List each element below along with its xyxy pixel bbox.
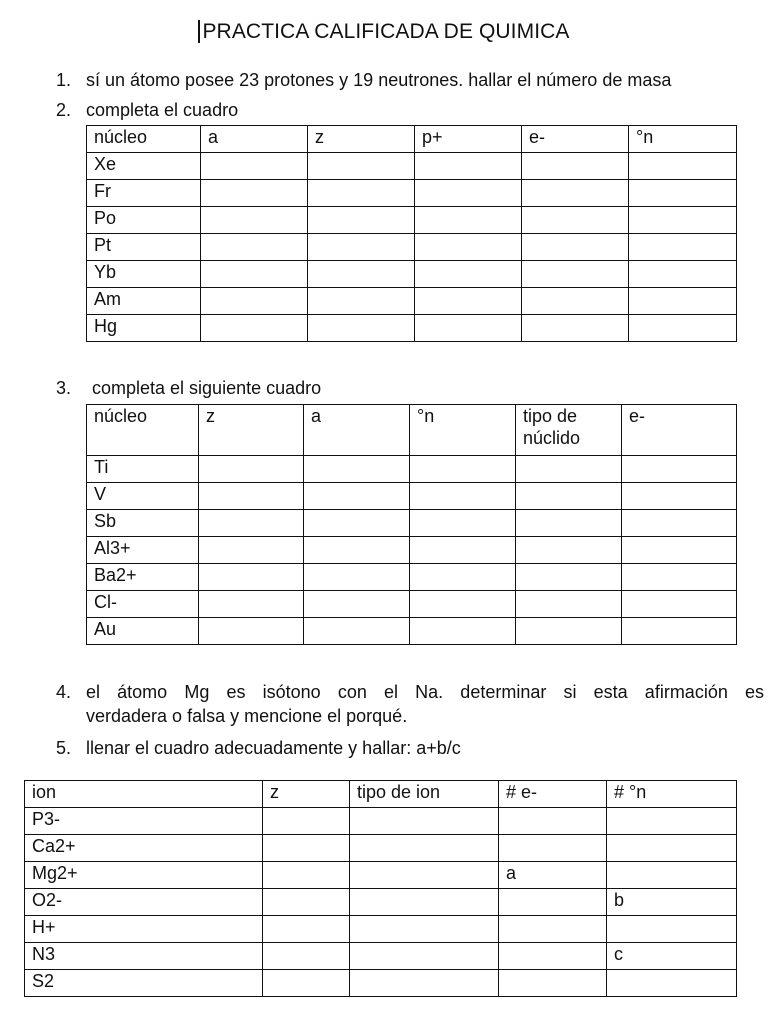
- answer-cell[interactable]: [308, 315, 415, 342]
- answer-cell[interactable]: [199, 591, 304, 618]
- answer-cell[interactable]: [622, 483, 737, 510]
- header-cell: núcleo: [87, 405, 199, 456]
- row-label-cell: Au: [87, 618, 199, 645]
- row-label-cell: V: [87, 483, 199, 510]
- question-text-line: verdadera o falsa y mencione el porqué.: [86, 706, 408, 726]
- answer-cell[interactable]: [522, 153, 629, 180]
- header-row: [87, 126, 737, 153]
- answer-cell[interactable]: [263, 835, 350, 862]
- row-label-cell: Hg: [87, 315, 201, 342]
- header-cell: # e-: [499, 781, 607, 808]
- answer-cell[interactable]: [522, 288, 629, 315]
- answer-cell[interactable]: [199, 537, 304, 564]
- answer-cell[interactable]: [410, 618, 516, 645]
- row-label-cell: Al3+: [87, 537, 199, 564]
- answer-cell[interactable]: [304, 456, 410, 483]
- answer-cell[interactable]: [350, 943, 499, 970]
- answer-cell[interactable]: [622, 510, 737, 537]
- answer-cell[interactable]: [516, 591, 622, 618]
- row-label-cell: N3: [25, 943, 263, 970]
- table-row: [87, 234, 737, 261]
- header-cell: z: [308, 126, 415, 153]
- answer-cell[interactable]: [304, 618, 410, 645]
- answer-cell[interactable]: [410, 456, 516, 483]
- answer-cell[interactable]: [629, 261, 737, 288]
- answer-cell[interactable]: [201, 180, 308, 207]
- answer-cell[interactable]: [522, 180, 629, 207]
- header-cell: p+: [415, 126, 522, 153]
- answer-cell[interactable]: [629, 234, 737, 261]
- answer-cell[interactable]: [629, 153, 737, 180]
- answer-cell[interactable]: [201, 234, 308, 261]
- answer-cell[interactable]: [410, 537, 516, 564]
- answer-cell[interactable]: [350, 970, 499, 997]
- answer-cell[interactable]: [607, 970, 737, 997]
- header-cell: tipo de núclido: [516, 405, 622, 456]
- table-row: [25, 943, 737, 970]
- answer-cell[interactable]: [263, 916, 350, 943]
- answer-cell[interactable]: [629, 288, 737, 315]
- table-row: [87, 288, 737, 315]
- answer-cell[interactable]: [522, 315, 629, 342]
- answer-cell[interactable]: [199, 483, 304, 510]
- table-row: [25, 970, 737, 997]
- answer-cell[interactable]: [201, 207, 308, 234]
- answer-cell[interactable]: c: [607, 943, 737, 970]
- answer-cell[interactable]: [415, 315, 522, 342]
- row-label-cell: Sb: [87, 510, 199, 537]
- answer-cell[interactable]: [415, 180, 522, 207]
- answer-cell[interactable]: [308, 180, 415, 207]
- answer-cell[interactable]: [199, 456, 304, 483]
- table-row: [87, 483, 737, 510]
- answer-cell[interactable]: [350, 862, 499, 889]
- answer-cell[interactable]: [607, 862, 737, 889]
- answer-cell[interactable]: [499, 835, 607, 862]
- answer-cell[interactable]: [607, 916, 737, 943]
- row-label-cell: Po: [87, 207, 201, 234]
- answer-cell[interactable]: [350, 916, 499, 943]
- header-cell: a: [201, 126, 308, 153]
- table-row: [87, 456, 737, 483]
- answer-cell[interactable]: [201, 153, 308, 180]
- answer-cell[interactable]: [308, 153, 415, 180]
- question-text: completa el siguiente cuadro: [92, 378, 322, 398]
- answer-cell[interactable]: [622, 618, 737, 645]
- answer-cell[interactable]: [263, 889, 350, 916]
- row-label-cell: H+: [25, 916, 263, 943]
- row-label-cell: Yb: [87, 261, 201, 288]
- row-label-cell: P3-: [25, 808, 263, 835]
- header-row: [87, 405, 737, 456]
- answer-cell[interactable]: [199, 564, 304, 591]
- table-nucleos-2: [86, 404, 737, 645]
- row-label-cell: O2-: [25, 889, 263, 916]
- table-row: [25, 808, 737, 835]
- answer-cell[interactable]: [499, 808, 607, 835]
- answer-cell[interactable]: [350, 889, 499, 916]
- table-row: [87, 207, 737, 234]
- header-cell: a: [304, 405, 410, 456]
- header-cell: núcleo: [87, 126, 201, 153]
- answer-cell[interactable]: [308, 288, 415, 315]
- answer-cell[interactable]: [263, 943, 350, 970]
- header-cell: z: [263, 781, 350, 808]
- text-cursor: [198, 20, 200, 43]
- answer-cell[interactable]: [516, 564, 622, 591]
- header-cell: z: [199, 405, 304, 456]
- table-row: [87, 261, 737, 288]
- answer-cell[interactable]: [415, 234, 522, 261]
- answer-cell[interactable]: [522, 207, 629, 234]
- answer-cell[interactable]: [199, 510, 304, 537]
- answer-cell[interactable]: [516, 537, 622, 564]
- header-cell: e-: [622, 405, 737, 456]
- answer-cell[interactable]: [304, 564, 410, 591]
- row-label-cell: Ba2+: [87, 564, 199, 591]
- answer-cell[interactable]: [263, 862, 350, 889]
- table-row: [87, 564, 737, 591]
- answer-cell[interactable]: [415, 261, 522, 288]
- answer-cell[interactable]: [607, 808, 737, 835]
- table-row: [25, 889, 737, 916]
- header-cell: tipo de ion: [350, 781, 499, 808]
- answer-cell[interactable]: b: [607, 889, 737, 916]
- table-row: [87, 537, 737, 564]
- answer-cell[interactable]: [629, 180, 737, 207]
- answer-cell[interactable]: [629, 315, 737, 342]
- answer-cell[interactable]: [304, 510, 410, 537]
- question-number: 1.: [56, 70, 72, 90]
- table-row: [25, 916, 737, 943]
- answer-cell[interactable]: [607, 835, 737, 862]
- answer-cell[interactable]: [308, 207, 415, 234]
- answer-cell[interactable]: [522, 234, 629, 261]
- answer-cell[interactable]: [516, 456, 622, 483]
- header-cell: e-: [522, 126, 629, 153]
- answer-cell[interactable]: [308, 234, 415, 261]
- answer-cell[interactable]: [308, 261, 415, 288]
- answer-cell[interactable]: [201, 261, 308, 288]
- table-row: [87, 315, 737, 342]
- answer-cell[interactable]: [199, 618, 304, 645]
- answer-cell[interactable]: [304, 483, 410, 510]
- answer-cell[interactable]: [516, 618, 622, 645]
- header-cell: °n: [629, 126, 737, 153]
- answer-cell[interactable]: a: [499, 862, 607, 889]
- answer-cell[interactable]: [415, 153, 522, 180]
- answer-cell[interactable]: [499, 889, 607, 916]
- answer-cell[interactable]: [410, 510, 516, 537]
- question-text: completa el cuadro: [86, 100, 239, 120]
- row-label-cell: Xe: [87, 153, 201, 180]
- table-iones: [24, 780, 737, 997]
- table-row: [25, 862, 737, 889]
- answer-cell[interactable]: [410, 564, 516, 591]
- answer-cell[interactable]: [622, 564, 737, 591]
- table-row: [87, 591, 737, 618]
- answer-cell[interactable]: [201, 315, 308, 342]
- page-title-text: PRACTICA CALIFICADA DE QUIMICA: [202, 20, 570, 43]
- row-label-cell: Ti: [87, 456, 199, 483]
- answer-cell[interactable]: [499, 916, 607, 943]
- table-row: [25, 835, 737, 862]
- answer-cell[interactable]: [415, 207, 522, 234]
- table-row: [87, 618, 737, 645]
- page-title: [0, 20, 768, 44]
- row-label-cell: Mg2+: [25, 862, 263, 889]
- answer-cell[interactable]: [499, 970, 607, 997]
- header-cell: # °n: [607, 781, 737, 808]
- answer-cell[interactable]: [201, 288, 308, 315]
- question-text: llenar el cuadro adecuadamente y hallar: a+b/c: [86, 738, 461, 758]
- row-label-cell: Am: [87, 288, 201, 315]
- row-label-cell: Cl-: [87, 591, 199, 618]
- answer-cell[interactable]: [350, 835, 499, 862]
- answer-cell[interactable]: [304, 591, 410, 618]
- table-row: [87, 180, 737, 207]
- row-label-cell: Fr: [87, 180, 201, 207]
- table-nucleos-1: [86, 125, 737, 342]
- answer-cell[interactable]: [629, 207, 737, 234]
- header-cell: °n: [410, 405, 516, 456]
- header-cell: ion: [25, 781, 263, 808]
- answer-cell[interactable]: [522, 261, 629, 288]
- answer-cell[interactable]: [499, 943, 607, 970]
- question-text: sí un átomo posee 23 protones y 19 neutrones. hallar el número de masa: [86, 70, 672, 90]
- question-number: 4.: [56, 682, 72, 702]
- question-number: 3.: [56, 378, 72, 398]
- answer-cell[interactable]: [410, 591, 516, 618]
- answer-cell[interactable]: [263, 970, 350, 997]
- answer-cell[interactable]: [350, 808, 499, 835]
- row-label-cell: S2: [25, 970, 263, 997]
- answer-cell[interactable]: [622, 591, 737, 618]
- answer-cell[interactable]: [415, 288, 522, 315]
- answer-cell[interactable]: [622, 456, 737, 483]
- header-row: [25, 781, 737, 808]
- question-number: 2.: [56, 100, 72, 120]
- answer-cell[interactable]: [263, 808, 350, 835]
- row-label-cell: Ca2+: [25, 835, 263, 862]
- row-label-cell: Pt: [87, 234, 201, 261]
- table-row: [87, 510, 737, 537]
- answer-cell[interactable]: [622, 537, 737, 564]
- answer-cell[interactable]: [410, 483, 516, 510]
- answer-cell[interactable]: [516, 483, 622, 510]
- question-text: [86, 680, 764, 728]
- table-row: [87, 153, 737, 180]
- question-text-line: el átomo Mg es isótono con el Na. determinar si esta afirmación es: [86, 682, 764, 702]
- question-number: 5.: [56, 738, 72, 758]
- answer-cell[interactable]: [304, 537, 410, 564]
- answer-cell[interactable]: [516, 510, 622, 537]
